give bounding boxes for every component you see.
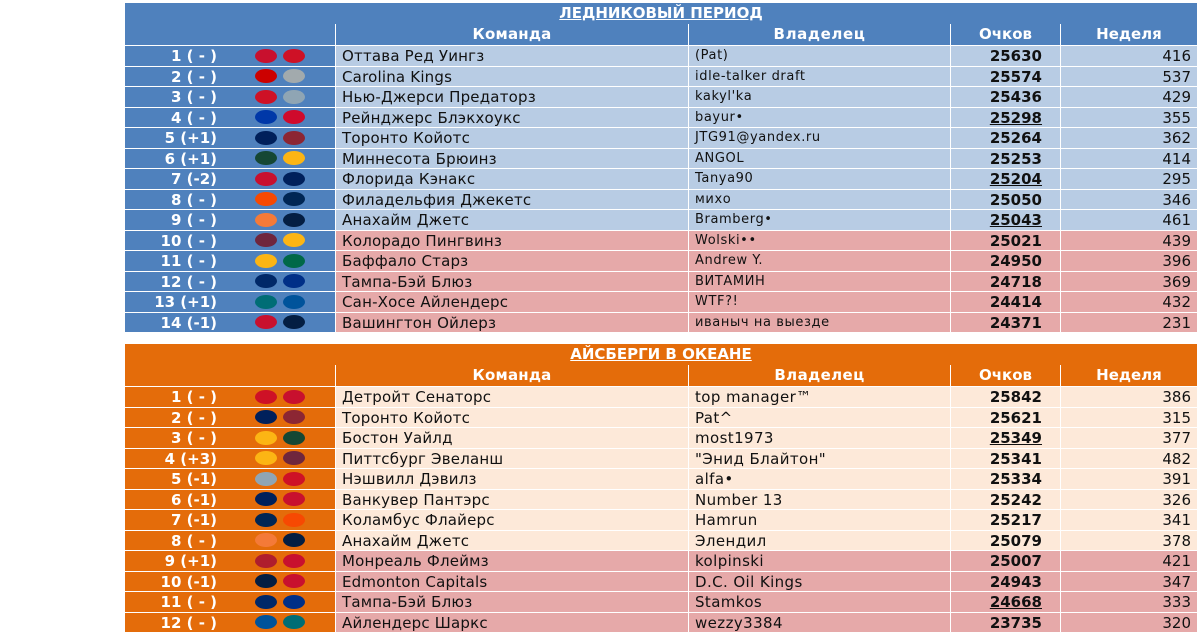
week-cell: 355	[1060, 108, 1197, 128]
rank-cell: 2 ( - )	[125, 408, 225, 428]
points-cell: 24414	[950, 292, 1060, 312]
points-cell: 25021	[950, 231, 1060, 251]
team-name: Колорадо Пингвинз	[335, 231, 688, 251]
team-name: Вашингтон Ойлерз	[335, 313, 688, 333]
team-name: Тампа-Бэй Блюз	[335, 272, 688, 292]
rank-cell: 8 ( - )	[125, 531, 225, 551]
team-logo-icon	[255, 615, 277, 629]
rank-cell: 10 (-1)	[125, 572, 225, 592]
points-cell: 24718	[950, 272, 1060, 292]
team-logo-icon	[283, 49, 305, 63]
week-cell: 414	[1060, 149, 1197, 169]
points-cell: 25253	[950, 149, 1060, 169]
owner-name: "Энид Блайтон"	[688, 449, 950, 469]
team-logos	[225, 531, 335, 551]
owner-name: alfa•	[688, 469, 950, 489]
table-header	[125, 365, 1197, 386]
header-team: Команда	[335, 24, 688, 45]
standings-table-glacial-period	[125, 3, 1197, 332]
team-logos	[225, 108, 335, 128]
team-name: Сан-Хосе Айлендерс	[335, 292, 688, 312]
team-logo-icon	[255, 410, 277, 424]
owner-name: JTG91@yandex.ru	[688, 128, 950, 148]
week-cell: 346	[1060, 190, 1197, 210]
table-row	[125, 127, 1197, 148]
team-logo-icon	[255, 213, 277, 227]
team-name: Баффало Старз	[335, 251, 688, 271]
header-points: Очков	[950, 365, 1060, 386]
points-cell: 25007	[950, 551, 1060, 571]
rank-cell: 1 ( - )	[125, 387, 225, 407]
points-cell: 24950	[950, 251, 1060, 271]
team-name: Бостон Уайлд	[335, 428, 688, 448]
owner-name: Pat^	[688, 408, 950, 428]
rank-cell: 8 ( - )	[125, 190, 225, 210]
table-row	[125, 509, 1197, 530]
week-cell: 378	[1060, 531, 1197, 551]
team-logo-icon	[255, 172, 277, 186]
points-cell: 25334	[950, 469, 1060, 489]
team-name: Флорида Кэнакс	[335, 169, 688, 189]
week-cell: 421	[1060, 551, 1197, 571]
team-logos	[225, 169, 335, 189]
week-cell: 461	[1060, 210, 1197, 230]
table-row	[125, 271, 1197, 292]
team-logo-icon	[283, 151, 305, 165]
header-team: Команда	[335, 365, 688, 386]
week-cell: 326	[1060, 490, 1197, 510]
team-name: Анахайм Джетс	[335, 531, 688, 551]
week-cell: 377	[1060, 428, 1197, 448]
team-logos	[225, 449, 335, 469]
table-row	[125, 312, 1197, 333]
week-cell: 231	[1060, 313, 1197, 333]
team-logos	[225, 251, 335, 271]
table-row	[125, 66, 1197, 87]
team-logos	[225, 46, 335, 66]
team-logo-icon	[255, 49, 277, 63]
team-name: Коламбус Флайерс	[335, 510, 688, 530]
rank-cell: 4 ( - )	[125, 108, 225, 128]
table-row	[125, 407, 1197, 428]
points-cell: 25204	[950, 169, 1060, 189]
team-logo-icon	[255, 513, 277, 527]
table-row	[125, 489, 1197, 510]
team-logo-icon	[255, 315, 277, 329]
team-logos	[225, 190, 335, 210]
team-logo-icon	[283, 274, 305, 288]
week-cell: 386	[1060, 387, 1197, 407]
team-logo-icon	[283, 533, 305, 547]
owner-name: Wolski••	[688, 231, 950, 251]
owner-name: kolpinski	[688, 551, 950, 571]
table-row	[125, 427, 1197, 448]
rank-cell: 6 (-1)	[125, 490, 225, 510]
team-logo-icon	[283, 213, 305, 227]
owner-name: Number 13	[688, 490, 950, 510]
team-name: Торонто Койотс	[335, 408, 688, 428]
team-logos	[225, 469, 335, 489]
team-logo-icon	[283, 574, 305, 588]
rank-cell: 11 ( - )	[125, 592, 225, 612]
team-logo-icon	[255, 295, 277, 309]
header-points: Очков	[950, 24, 1060, 45]
points-cell: 25242	[950, 490, 1060, 510]
rank-cell: 3 ( - )	[125, 87, 225, 107]
team-logo-icon	[255, 533, 277, 547]
owner-name: WTF?!	[688, 292, 950, 312]
week-cell: 362	[1060, 128, 1197, 148]
table-row	[125, 291, 1197, 312]
rank-cell: 11 ( - )	[125, 251, 225, 271]
team-logos	[225, 592, 335, 612]
owner-name: kakyl'ka	[688, 87, 950, 107]
team-logo-icon	[255, 472, 277, 486]
team-logo-icon	[255, 110, 277, 124]
week-cell: 482	[1060, 449, 1197, 469]
table-row	[125, 468, 1197, 489]
week-cell: 432	[1060, 292, 1197, 312]
standings-table-icebergs-in-ocean	[125, 344, 1197, 632]
table-header	[125, 24, 1197, 45]
rank-cell: 2 ( - )	[125, 67, 225, 87]
team-logos	[225, 387, 335, 407]
team-name: Питтсбург Эвеланш	[335, 449, 688, 469]
team-logos	[225, 613, 335, 633]
week-cell: 439	[1060, 231, 1197, 251]
team-logos	[225, 149, 335, 169]
points-cell: 24668	[950, 592, 1060, 612]
team-logo-icon	[255, 451, 277, 465]
rank-cell: 14 (-1)	[125, 313, 225, 333]
week-cell: 369	[1060, 272, 1197, 292]
team-logos	[225, 67, 335, 87]
team-name: Edmonton Capitals	[335, 572, 688, 592]
team-logo-icon	[283, 390, 305, 404]
team-logo-icon	[283, 110, 305, 124]
header-owner: Владелец	[688, 24, 950, 45]
team-name: Анахайм Джетс	[335, 210, 688, 230]
rank-cell: 12 ( - )	[125, 272, 225, 292]
team-logo-icon	[283, 69, 305, 83]
owner-name: Элендил	[688, 531, 950, 551]
owner-name: D.C. Oil Kings	[688, 572, 950, 592]
team-logo-icon	[255, 254, 277, 268]
table-row	[125, 591, 1197, 612]
header-owner: Владелец	[688, 365, 950, 386]
rank-cell: 7 (-2)	[125, 169, 225, 189]
team-logos	[225, 231, 335, 251]
owner-name: bayur•	[688, 108, 950, 128]
rank-cell: 4 (+3)	[125, 449, 225, 469]
team-logo-icon	[255, 431, 277, 445]
rank-cell: 10 ( - )	[125, 231, 225, 251]
team-logos	[225, 313, 335, 333]
week-cell: 416	[1060, 46, 1197, 66]
team-logos	[225, 272, 335, 292]
rank-cell: 5 (-1)	[125, 469, 225, 489]
week-cell: 320	[1060, 613, 1197, 633]
team-name: Нью-Джерси Предаторз	[335, 87, 688, 107]
points-cell: 24371	[950, 313, 1060, 333]
team-logo-icon	[283, 295, 305, 309]
rank-cell: 1 ( - )	[125, 46, 225, 66]
team-logo-icon	[283, 410, 305, 424]
team-logo-icon	[283, 233, 305, 247]
team-logos	[225, 87, 335, 107]
week-cell: 295	[1060, 169, 1197, 189]
week-cell: 333	[1060, 592, 1197, 612]
team-logos	[225, 292, 335, 312]
header-week: Неделя	[1060, 365, 1197, 386]
team-logo-icon	[283, 492, 305, 506]
owner-name: (Pat)	[688, 46, 950, 66]
table-row	[125, 386, 1197, 407]
team-logo-icon	[255, 233, 277, 247]
team-logo-icon	[255, 131, 277, 145]
owner-name: Hamrun	[688, 510, 950, 530]
table-row	[125, 209, 1197, 230]
table-row	[125, 107, 1197, 128]
team-name: Монреаль Флеймз	[335, 551, 688, 571]
points-cell: 25349	[950, 428, 1060, 448]
team-logo-icon	[283, 595, 305, 609]
team-logos	[225, 490, 335, 510]
team-logo-icon	[255, 90, 277, 104]
points-cell: 25574	[950, 67, 1060, 87]
table-row	[125, 230, 1197, 251]
rank-cell: 5 (+1)	[125, 128, 225, 148]
points-cell: 25298	[950, 108, 1060, 128]
rank-cell: 13 (+1)	[125, 292, 225, 312]
week-cell: 537	[1060, 67, 1197, 87]
rank-cell: 7 (-1)	[125, 510, 225, 530]
week-cell: 341	[1060, 510, 1197, 530]
week-cell: 347	[1060, 572, 1197, 592]
week-cell: 429	[1060, 87, 1197, 107]
team-logos	[225, 128, 335, 148]
points-cell: 25630	[950, 46, 1060, 66]
team-logo-icon	[255, 574, 277, 588]
table-row	[125, 612, 1197, 633]
points-cell: 25264	[950, 128, 1060, 148]
points-cell: 25436	[950, 87, 1060, 107]
week-cell: 315	[1060, 408, 1197, 428]
team-logo-icon	[283, 615, 305, 629]
team-name: Торонто Койотс	[335, 128, 688, 148]
team-logos	[225, 428, 335, 448]
team-logo-icon	[283, 254, 305, 268]
week-cell: 396	[1060, 251, 1197, 271]
team-name: Оттава Ред Уингз	[335, 46, 688, 66]
points-cell: 23735	[950, 613, 1060, 633]
team-logos	[225, 510, 335, 530]
team-logo-icon	[255, 151, 277, 165]
team-name: Филадельфия Джекетс	[335, 190, 688, 210]
team-name: Тампа-Бэй Блюз	[335, 592, 688, 612]
table-row	[125, 448, 1197, 469]
team-logo-icon	[255, 554, 277, 568]
points-cell: 25217	[950, 510, 1060, 530]
table-title: ЛЕДНИКОВЫЙ ПЕРИОД	[125, 3, 1197, 24]
rank-cell: 9 (+1)	[125, 551, 225, 571]
team-name: Ванкувер Пантэрс	[335, 490, 688, 510]
team-logo-icon	[255, 274, 277, 288]
owner-name: top manager™	[688, 387, 950, 407]
table-row	[125, 550, 1197, 571]
table-row	[125, 148, 1197, 169]
team-logos	[225, 551, 335, 571]
rank-cell: 3 ( - )	[125, 428, 225, 448]
team-logo-icon	[283, 90, 305, 104]
owner-name: михо	[688, 190, 950, 210]
team-logos	[225, 572, 335, 592]
team-logo-icon	[283, 513, 305, 527]
team-logo-icon	[255, 595, 277, 609]
owner-name: Stamkos	[688, 592, 950, 612]
team-logo-icon	[255, 492, 277, 506]
team-name: Детройт Сенаторс	[335, 387, 688, 407]
week-cell: 391	[1060, 469, 1197, 489]
table-row	[125, 86, 1197, 107]
table-row	[125, 250, 1197, 271]
points-cell: 24943	[950, 572, 1060, 592]
team-logo-icon	[255, 192, 277, 206]
rank-cell: 12 ( - )	[125, 613, 225, 633]
owner-name: Tanya90	[688, 169, 950, 189]
team-name: Carolina Kings	[335, 67, 688, 87]
table-row	[125, 168, 1197, 189]
points-cell: 25341	[950, 449, 1060, 469]
team-logo-icon	[283, 554, 305, 568]
owner-name: idle-talker draft	[688, 67, 950, 87]
table-row	[125, 571, 1197, 592]
points-cell: 25079	[950, 531, 1060, 551]
team-logo-icon	[283, 131, 305, 145]
points-cell: 25842	[950, 387, 1060, 407]
team-logo-icon	[283, 472, 305, 486]
rank-cell: 6 (+1)	[125, 149, 225, 169]
team-logo-icon	[283, 172, 305, 186]
team-logo-icon	[283, 431, 305, 445]
owner-name: Bramberg•	[688, 210, 950, 230]
table-row	[125, 189, 1197, 210]
table-row	[125, 530, 1197, 551]
points-cell: 25043	[950, 210, 1060, 230]
owner-name: Andrew Y.	[688, 251, 950, 271]
team-name: Нэшвилл Дэвилз	[335, 469, 688, 489]
team-name: Рейнджерс Блэкхоукс	[335, 108, 688, 128]
team-logo-icon	[283, 315, 305, 329]
owner-name: wezzy3384	[688, 613, 950, 633]
table-title: АЙСБЕРГИ В ОКЕАНЕ	[125, 344, 1197, 365]
owner-name: ВИТАМИН	[688, 272, 950, 292]
owner-name: most1973	[688, 428, 950, 448]
points-cell: 25050	[950, 190, 1060, 210]
team-logo-icon	[255, 69, 277, 83]
owner-name: иваныч на выезде	[688, 313, 950, 333]
team-logos	[225, 408, 335, 428]
team-logo-icon	[255, 390, 277, 404]
rank-cell: 9 ( - )	[125, 210, 225, 230]
points-cell: 25621	[950, 408, 1060, 428]
team-logos	[225, 210, 335, 230]
team-logo-icon	[283, 451, 305, 465]
team-logo-icon	[283, 192, 305, 206]
owner-name: ANGOL	[688, 149, 950, 169]
header-week: Неделя	[1060, 24, 1197, 45]
team-name: Айлендерс Шаркс	[335, 613, 688, 633]
table-row	[125, 45, 1197, 66]
team-name: Миннесота Брюинз	[335, 149, 688, 169]
